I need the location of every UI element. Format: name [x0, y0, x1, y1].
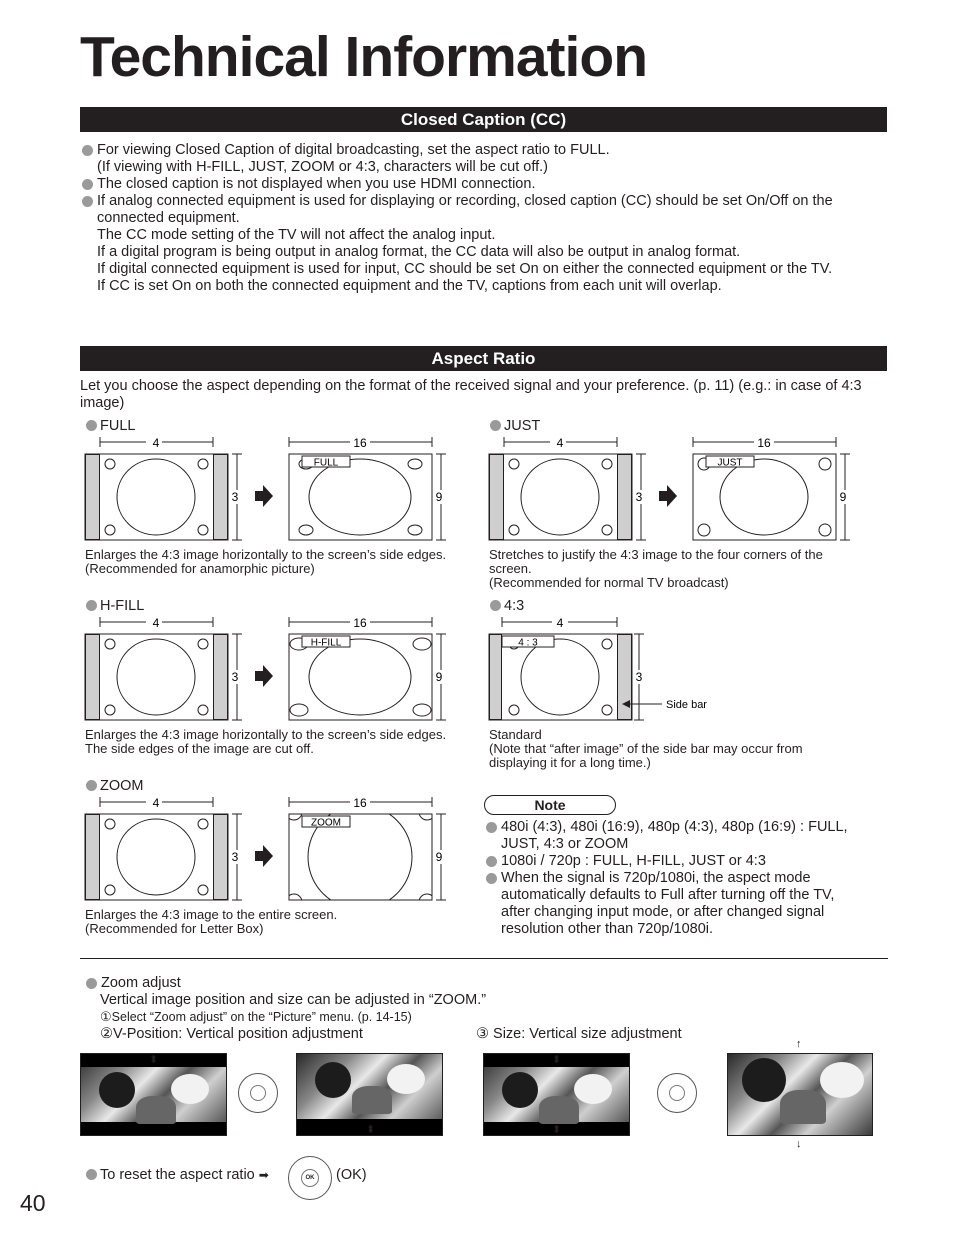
screen-tag: H-FILL [310, 637, 342, 649]
full-diagram [80, 436, 450, 544]
up-down-arrow-icon: ⬍ [552, 1124, 562, 1136]
four3-description: Standard (Note that “after image” of the side bar may occur from displaying it for a long time.) [489, 727, 803, 770]
bullet-icon [82, 196, 93, 207]
full-description: Enlarges the 4:3 image horizontally to the screen’s side edges. (Recommended for anamorphic picture) [85, 547, 447, 576]
dim-4: 4 [152, 436, 160, 450]
just-description: Stretches to justify the 4:3 image to the four corners of the screen. (Recommended for normal TV broadcast) [489, 547, 823, 590]
screen-4x3 [489, 436, 646, 540]
bullet-icon [486, 856, 497, 867]
ok-label: (OK) [336, 1167, 367, 1183]
dim-4: 4 [556, 616, 564, 630]
up-down-arrow-icon: ⬍ [149, 1054, 159, 1066]
zoom-adjust-desc: Vertical image position and size can be adjusted in “ZOOM.” [100, 992, 487, 1008]
mode-label-just: JUST [490, 418, 540, 435]
arrow-up-icon: ↑ [796, 1038, 802, 1050]
dim-16: 16 [353, 616, 367, 630]
hfill-diagram [80, 616, 450, 724]
arrow-right-icon [255, 485, 273, 507]
page-title: Technical Information [80, 25, 648, 89]
bullet-icon [86, 600, 97, 611]
dim-16: 16 [353, 796, 367, 810]
note-heading: Note [484, 795, 616, 815]
zoom-adjust-step-2: ②V-Position: Vertical position adjustment [100, 1026, 363, 1042]
remote-dpad-icon [657, 1073, 697, 1113]
bullet-icon [486, 873, 497, 884]
note-bullet-2: 1080i / 720p : FULL, H-FILL, JUST or 4:3 [486, 853, 886, 870]
up-down-arrow-icon: ⬍ [366, 1124, 376, 1136]
mode-label-zoom: ZOOM [86, 778, 144, 795]
cc-bullet-3: If analog connected equipment is used for displaying or recording, closed caption (CC) should be set On/Off on the connected equipment. The CC mode setting of the TV will not affect the analog input. If a digital program is being output in analog format, the CC data will also be output in analog format. If digital connected equipment is used for input, CC should be set On on either the connected equipment or the TV. If CC is set On on both the connected equipment and the TV, captions from each unit will overlap. [82, 193, 892, 295]
screen-tag: FULL [313, 457, 339, 469]
hfill-description: Enlarges the 4:3 image horizontally to the screen’s side edges. The side edges of the image are cut off. [85, 727, 447, 756]
aspect-ratio-heading: Aspect Ratio [80, 346, 887, 371]
divider [80, 958, 888, 959]
dim-3: 3 [231, 850, 239, 864]
dim-3: 3 [231, 490, 239, 504]
bullet-icon [490, 600, 501, 611]
screen-16x9 [286, 796, 446, 904]
dim-16: 16 [757, 436, 771, 450]
remote-dpad-icon [238, 1073, 278, 1113]
mode-label-4-3: 4:3 [490, 598, 524, 615]
side-bar-label: Side bar [666, 699, 707, 711]
bullet-icon [86, 780, 97, 791]
dim-4: 4 [152, 796, 160, 810]
note-bullet-3: When the signal is 720p/1080i, the aspect mode automatically defaults to Full after turning off the TV, after changing input mode, or after changed signal resolution other than 720p/1080i. [486, 870, 886, 938]
arrow-down-icon: ↓ [796, 1138, 802, 1150]
screen-4x3 [85, 616, 242, 720]
dim-3: 3 [231, 670, 239, 684]
bullet-icon [82, 179, 93, 190]
zoom-diagram [80, 796, 450, 904]
screen-16x9 [289, 616, 446, 720]
bullet-icon [490, 420, 501, 431]
just-diagram [484, 436, 854, 544]
bullet-icon [86, 1169, 97, 1180]
arrow-right-icon [659, 485, 677, 507]
zoom-adjust-step-3: ③ Size: Vertical size adjustment [476, 1026, 682, 1042]
cc-bullet-1: For viewing Closed Caption of digital broadcasting, set the aspect ratio to FULL. (If viewing with H-FILL, JUST, ZOOM or 4:3, characters will be cut off.) [82, 142, 892, 176]
mode-label-hfill: H-FILL [86, 598, 144, 615]
dim-16: 16 [353, 436, 367, 450]
screen-16x9 [693, 436, 850, 540]
photo-size-after [727, 1053, 873, 1136]
bullet-icon [86, 978, 97, 989]
screen-tag: ZOOM [311, 817, 341, 829]
arrow-right-icon [255, 665, 273, 687]
up-down-arrow-icon: ⬍ [552, 1054, 562, 1066]
screen-tag: 4 : 3 [518, 637, 538, 649]
arrow-right-icon [255, 845, 273, 867]
zoom-adjust-step-1: ①Select “Zoom adjust” on the “Picture” menu. (p. 14-15) [100, 1009, 412, 1024]
aspect-intro: Let you choose the aspect depending on the format of the received signal and your preference. (p. 11) (e.g.: in case of 4:3 image) [80, 378, 862, 411]
screen-tag: JUST [717, 457, 743, 469]
dim-4: 4 [556, 436, 564, 450]
dim-9: 9 [435, 490, 443, 504]
bullet-icon [82, 145, 93, 156]
reset-aspect-label: To reset the aspect ratio ➡ [86, 1167, 269, 1184]
dim-9: 9 [435, 850, 443, 864]
dim-3: 3 [635, 670, 643, 684]
screen-16x9 [289, 436, 446, 540]
zoom-description: Enlarges the 4:3 image to the entire screen. (Recommended for Letter Box) [85, 907, 338, 936]
closed-caption-heading: Closed Caption (CC) [80, 107, 887, 132]
bullet-icon [486, 822, 497, 833]
remote-ok-button-icon: OK [288, 1156, 332, 1200]
dim-9: 9 [839, 490, 847, 504]
four3-diagram [484, 616, 734, 724]
note-bullet-1: 480i (4:3), 480i (16:9), 480p (4:3), 480p (16:9) : FULL, JUST, 4:3 or ZOOM [486, 819, 886, 853]
dim-4: 4 [152, 616, 160, 630]
zoom-adjust-label: Zoom adjust [86, 975, 686, 992]
dim-3: 3 [635, 490, 643, 504]
mode-label-full: FULL [86, 418, 135, 435]
arrow-right-icon: ➡ [258, 1168, 269, 1182]
dim-9: 9 [435, 670, 443, 684]
cc-bullet-2: The closed caption is not displayed when you use HDMI connection. [82, 176, 892, 193]
screen-4x3 [85, 796, 242, 900]
bullet-icon [86, 420, 97, 431]
screen-4x3 [85, 436, 242, 540]
page-number: 40 [20, 1190, 46, 1216]
